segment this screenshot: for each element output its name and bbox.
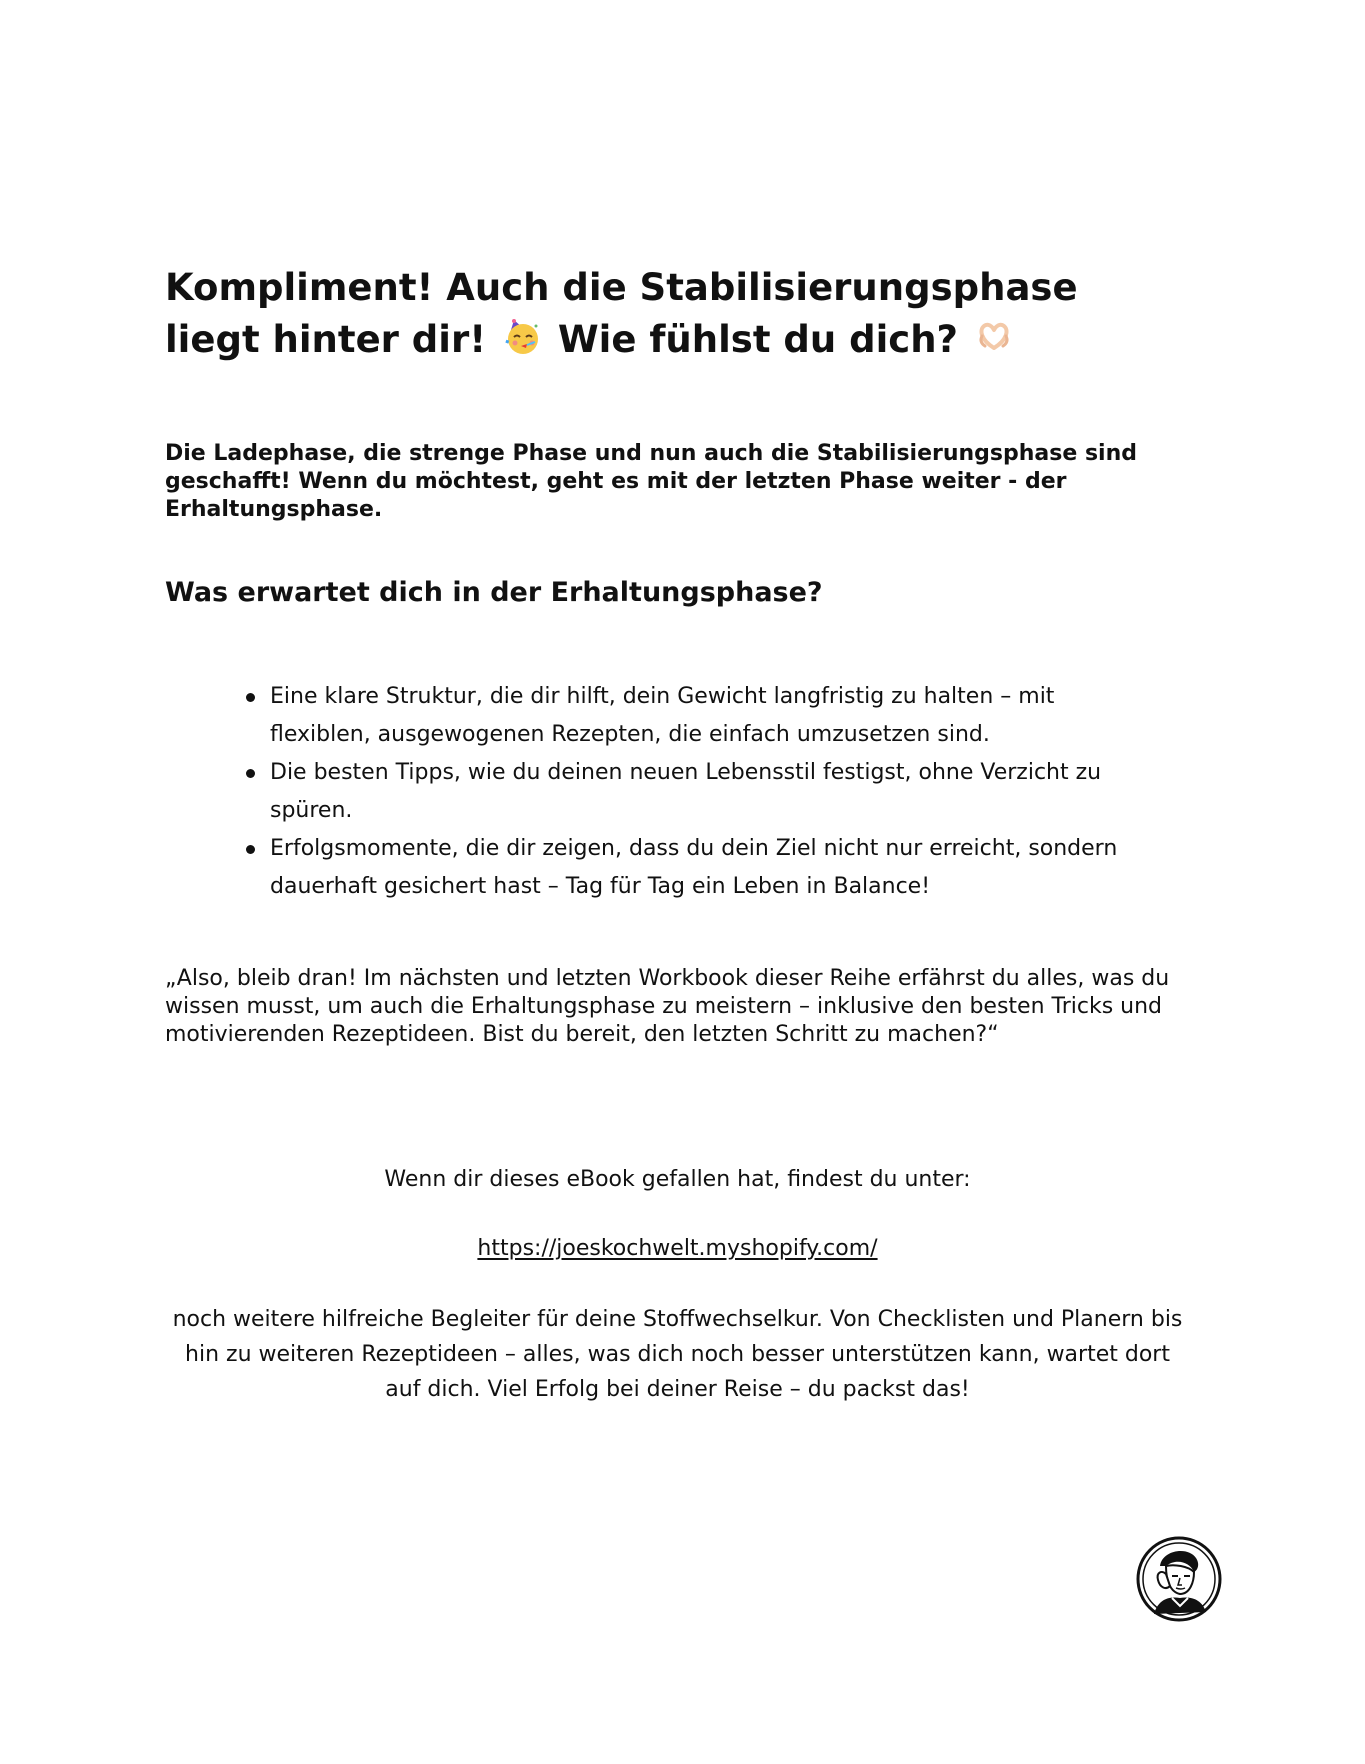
heart-hands-icon [975,318,1013,356]
title-text-part1: Kompliment! Auch die Stabilisierungsphase liegt hinter dir! [165,266,1078,361]
bullet-icon [246,845,255,854]
bullet-icon [246,769,255,778]
shop-link[interactable]: https://joeskochwelt.myshopify.com/ [477,1236,878,1261]
quote-paragraph: „Also, bleib dran! Im nächsten und letzten Workbook dieser Reihe erfährst du alles, was du wissen musst, um auch die Erhaltungsphase zu meistern – inklusive den besten Tricks und motivierenden Rezeptideen. Bist du bereit, den letzten Schritt zu machen?“ [165,966,1170,1047]
chef-portrait-logo-icon [1136,1536,1222,1622]
partying-face-icon [503,318,541,356]
section-heading: Was erwartet dich in der Erhaltungsphase? [165,577,823,608]
shop-link-line [165,1232,1190,1266]
benefits-list [240,678,1160,906]
list-item [240,754,1160,830]
page-title [165,262,1185,366]
list-item [240,678,1160,754]
title-text-part2: Wie fühlst du dich? [557,318,958,361]
list-item-text: Eine klare Struktur, die dir hilft, dein Gewicht langfristig zu halten – mit flexiblen, ausgewogenen Rezepten, die einfach umzusetzen sind. [270,684,1055,747]
list-item [240,830,1160,906]
cta-text: Wenn dir dieses eBook gefallen hat, findest du unter: [384,1167,971,1192]
list-item-text: Die besten Tipps, wie du deinen neuen Lebensstil festigst, ohne Verzicht zu spüren. [270,760,1102,823]
closing-paragraph: noch weitere hilfreiche Begleiter für deine Stoffwechselkur. Von Checklisten und Planern bis hin zu weiteren Rezeptideen – alles, was dich noch besser unterstützen kann, wartet dort auf dich. Viel Erfolg bei deiner Reise – du packst das! [172,1307,1183,1402]
bullet-icon [246,693,255,702]
list-item-text: Erfolgsmomente, die dir zeigen, dass du dein Ziel nicht nur erreicht, sondern dauerhaft gesichert hast – Tag für Tag ein Leben in Balance! [270,836,1118,899]
intro-paragraph: Die Ladephase, die strenge Phase und nun auch die Stabilisierungsphase sind geschafft! Wenn du möchtest, geht es mit der letzten Phase weiter - der Erhaltungsphase. [165,441,1137,522]
